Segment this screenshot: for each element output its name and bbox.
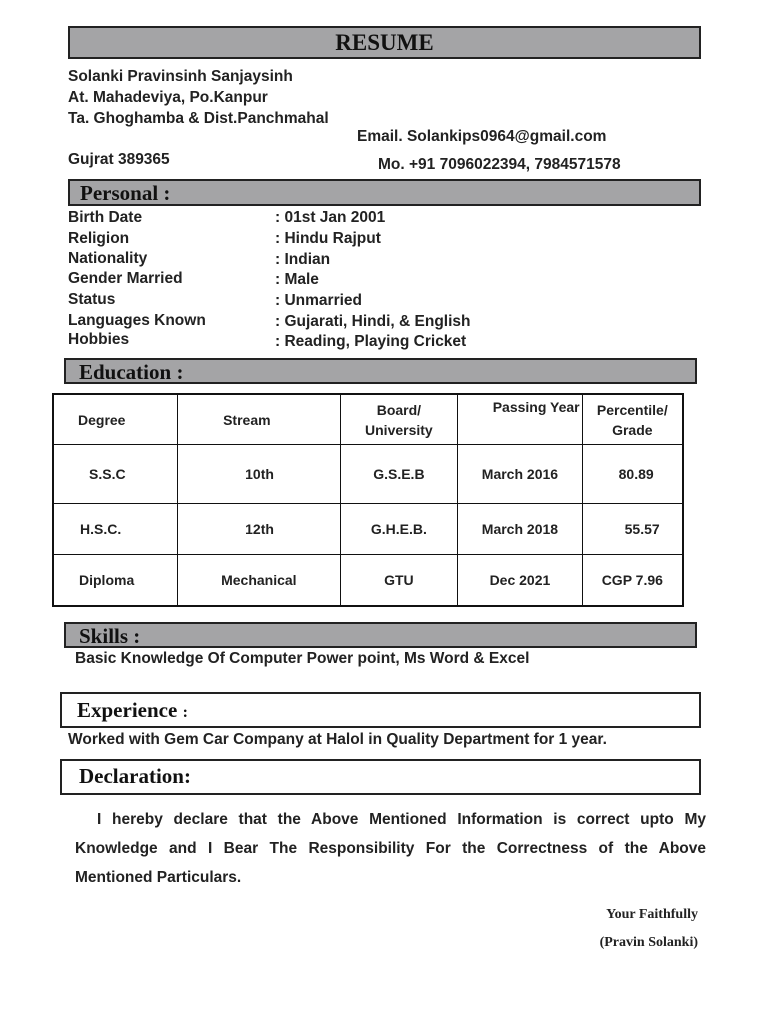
header-board bbox=[340, 394, 458, 445]
hsc-board: G.H.E.B. bbox=[340, 504, 458, 555]
table-row bbox=[53, 555, 683, 607]
skills-text: Basic Knowledge Of Computer Power point, Ms Word & Excel bbox=[75, 650, 530, 667]
candidate-name: Solanki Pravinsinh Sanjaysinh bbox=[68, 68, 293, 85]
personal-section-bar bbox=[68, 179, 701, 206]
ssc-stream: 10th bbox=[178, 445, 340, 504]
address-line-2: Ta. Ghoghamba & Dist.Panchmahal bbox=[68, 110, 329, 127]
status-value: : Unmarried bbox=[275, 292, 362, 309]
hsc-stream: 12th bbox=[178, 504, 340, 555]
religion-value: : Hindu Rajput bbox=[275, 230, 381, 247]
header-passing-year-text: Passing Year bbox=[492, 399, 580, 415]
declaration-section-box bbox=[60, 759, 701, 795]
languages-label: Languages Known bbox=[68, 312, 206, 329]
resume-title: RESUME bbox=[335, 30, 434, 55]
hobbies-label: Hobbies bbox=[68, 331, 130, 348]
gender-label: Gender Married bbox=[68, 270, 183, 287]
table-row bbox=[53, 504, 683, 555]
skills-section-bar bbox=[64, 622, 697, 648]
ssc-board: G.S.E.B bbox=[340, 445, 458, 504]
header-passing-year bbox=[458, 394, 582, 445]
table-row bbox=[53, 445, 683, 504]
hsc-year: March 2018 bbox=[458, 504, 582, 555]
languages-value: : Gujarati, Hindi, & English bbox=[275, 313, 471, 330]
closing-line: Your Faithfully bbox=[606, 907, 698, 922]
gender-value: : Male bbox=[275, 271, 319, 288]
state-pincode: Gujrat 389365 bbox=[68, 151, 170, 168]
birth-date-value: : 01st Jan 2001 bbox=[275, 209, 386, 226]
ssc-year: March 2016 bbox=[458, 445, 582, 504]
address-line-1: At. Mahadeviya, Po.Kanpur bbox=[68, 89, 268, 106]
diploma-stream: Mechanical bbox=[178, 555, 340, 607]
nationality-label: Nationality bbox=[68, 250, 148, 267]
diploma-year: Dec 2021 bbox=[458, 555, 582, 607]
experience-section-box bbox=[60, 692, 701, 728]
hsc-degree: H.S.C. bbox=[53, 504, 178, 555]
email-line: Email. Solankips0964@gmail.com bbox=[357, 128, 607, 145]
personal-heading: Personal : bbox=[80, 181, 171, 205]
education-section-bar bbox=[64, 358, 697, 384]
declaration-heading: Declaration: bbox=[79, 764, 191, 788]
signature-name: (Pravin Solanki) bbox=[599, 935, 698, 950]
header-degree bbox=[53, 394, 178, 445]
experience-heading-text: Experience bbox=[77, 698, 178, 722]
hobbies-value: : Reading, Playing Cricket bbox=[275, 333, 467, 350]
experience-heading bbox=[77, 698, 188, 725]
header-stream bbox=[178, 394, 340, 445]
diploma-board: GTU bbox=[340, 555, 458, 607]
diploma-degree: Diploma bbox=[53, 555, 178, 607]
ssc-degree: S.S.C bbox=[53, 445, 178, 504]
ssc-grade: 80.89 bbox=[582, 445, 683, 504]
header-degree-text: Degree bbox=[78, 411, 126, 428]
religion-label: Religion bbox=[68, 230, 130, 247]
header-board-text: Board/ University bbox=[365, 401, 433, 438]
nationality-value: : Indian bbox=[275, 251, 331, 268]
declaration-text: I hereby declare that the Above Mentioned Information is correct upto My Knowledge and I Bear The Responsibility For the Correctness of the Above Mentioned Particulars. bbox=[75, 811, 706, 886]
hsc-grade: 55.57 bbox=[582, 504, 683, 555]
birth-date-label: Birth Date bbox=[68, 209, 143, 226]
header-stream-text: Stream bbox=[223, 411, 271, 428]
resume-title-bar bbox=[68, 26, 701, 59]
experience-heading-colon: : bbox=[182, 704, 188, 721]
skills-heading: Skills : bbox=[79, 624, 141, 648]
header-percentile bbox=[582, 394, 683, 445]
education-table-header bbox=[53, 394, 683, 445]
education-table bbox=[52, 393, 684, 607]
mobile-line: Mo. +91 7096022394, 7984571578 bbox=[378, 156, 621, 173]
status-label: Status bbox=[68, 291, 116, 308]
header-percentile-text: Percentile/ Grade bbox=[596, 401, 668, 438]
diploma-grade: CGP 7.96 bbox=[582, 555, 683, 607]
education-heading: Education : bbox=[79, 360, 184, 384]
experience-text: Worked with Gem Car Company at Halol in Quality Department for 1 year. bbox=[68, 731, 607, 748]
